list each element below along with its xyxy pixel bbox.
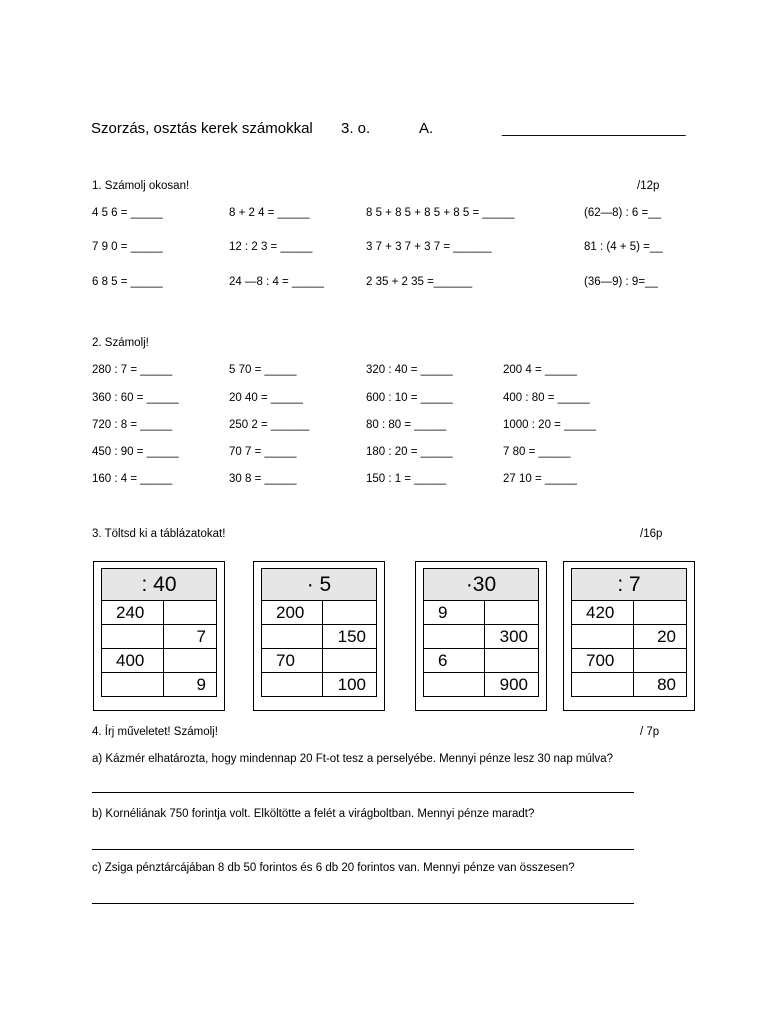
- function-table-grid: [261, 568, 377, 697]
- table-value-cell: 200: [262, 601, 323, 625]
- exercise-2-5-1: 160 : 4 = _____: [92, 473, 173, 485]
- group-label: A.: [419, 120, 434, 137]
- table-blank-cell[interactable]: [262, 625, 323, 649]
- table-value-cell: 7: [163, 625, 216, 649]
- table-value-cell: 150: [323, 625, 377, 649]
- table-blank-cell[interactable]: [102, 673, 164, 697]
- table-blank-cell[interactable]: [424, 625, 485, 649]
- table-blank-cell[interactable]: [633, 601, 686, 625]
- table-value-cell: 6: [424, 649, 485, 673]
- exercise-2-2-4: 400 : 80 = _____: [503, 392, 590, 404]
- table-value-cell: 400: [102, 649, 164, 673]
- exercise-2-1-1: 280 : 7 = _____: [92, 364, 173, 376]
- table-value-cell: 9: [163, 673, 216, 697]
- section2-title: 2. Számolj!: [92, 337, 149, 349]
- exercise-2-4-2: 70 7 = _____: [229, 446, 297, 458]
- worksheet-title: Szorzás, osztás kerek számokkal: [91, 120, 313, 137]
- table-value-cell: 700: [572, 649, 634, 673]
- section1-title: 1. Számolj okosan!: [92, 180, 190, 192]
- table-blank-cell[interactable]: [323, 601, 377, 625]
- table-value-cell: 300: [485, 625, 539, 649]
- table-blank-cell[interactable]: [633, 649, 686, 673]
- exercise-2-3-2: 250 2 = ______: [229, 419, 310, 431]
- table-blank-cell[interactable]: [163, 601, 216, 625]
- exercise-1-2-1: 7 9 0 = _____: [92, 241, 163, 253]
- section4-points: / 7p: [640, 726, 660, 738]
- table-blank-cell[interactable]: [572, 673, 634, 697]
- answer-line-b[interactable]: [92, 849, 634, 850]
- table-blank-cell[interactable]: [572, 625, 634, 649]
- exercise-2-4-1: 450 : 90 = _____: [92, 446, 179, 458]
- section3-points: /16p: [640, 528, 663, 540]
- table-blank-cell[interactable]: [485, 601, 539, 625]
- exercise-2-1-2: 5 70 = _____: [229, 364, 297, 376]
- exercise-1-2-2: 12 : 2 3 = _____: [229, 241, 313, 253]
- section4-title: 4. Írj műveletet! Számolj!: [92, 726, 218, 738]
- function-table-1: [93, 561, 225, 711]
- table-blank-cell[interactable]: [323, 649, 377, 673]
- operation-header: : 7: [572, 569, 687, 601]
- problem-a: a) Kázmér elhatározta, hogy mindennap 20 Ft-ot tesz a perselyébe. Mennyi pénze lesz 30 nap múlva?: [92, 753, 613, 765]
- table-blank-cell[interactable]: [163, 649, 216, 673]
- table-value-cell: 240: [102, 601, 164, 625]
- table-blank-cell[interactable]: [424, 673, 485, 697]
- grade-label: 3. o.: [341, 120, 371, 137]
- section1-points: /12p: [637, 180, 660, 192]
- table-value-cell: 900: [485, 673, 539, 697]
- exercise-2-3-3: 80 : 80 = _____: [366, 419, 447, 431]
- problem-b: b) Kornéliának 750 forintja volt. Elköltötte a felét a virágboltban. Mennyi pénze maradt?: [92, 808, 535, 820]
- problem-c: c) Zsiga pénztárcájában 8 db 50 forintos és 6 db 20 forintos van. Mennyi pénze van összesen?: [92, 862, 575, 874]
- exercise-1-1-2: 8 + 2 4 = _____: [229, 207, 310, 219]
- exercise-2-4-4: 7 80 = _____: [503, 446, 571, 458]
- table-value-cell: 80: [633, 673, 686, 697]
- exercise-1-1-3: 8 5 + 8 5 + 8 5 + 8 5 = _____: [366, 207, 515, 219]
- exercise-2-1-3: 320 : 40 = _____: [366, 364, 453, 376]
- exercise-2-5-4: 27 10 = _____: [503, 473, 577, 485]
- exercise-2-1-4: 200 4 = _____: [503, 364, 577, 376]
- operation-header: · 5: [262, 569, 377, 601]
- exercise-1-2-3: 3 7 + 3 7 + 3 7 = ______: [366, 241, 492, 253]
- exercise-2-5-2: 30 8 = _____: [229, 473, 297, 485]
- function-table-grid: [571, 568, 687, 697]
- table-value-cell: 20: [633, 625, 686, 649]
- table-blank-cell[interactable]: [102, 625, 164, 649]
- function-table-2: [253, 561, 385, 711]
- table-value-cell: 70: [262, 649, 323, 673]
- operation-header: ·30: [424, 569, 539, 601]
- exercise-2-2-1: 360 : 60 = _____: [92, 392, 179, 404]
- exercise-2-5-3: 150 : 1 = _____: [366, 473, 447, 485]
- function-table-grid: [423, 568, 539, 697]
- exercise-1-3-1: 6 8 5 = _____: [92, 276, 163, 288]
- function-table-3: [415, 561, 547, 711]
- section3-title: 3. Töltsd ki a táblázatokat!: [92, 528, 226, 540]
- table-value-cell: 420: [572, 601, 634, 625]
- exercise-1-3-3: 2 35 + 2 35 =______: [366, 276, 473, 288]
- exercise-2-4-3: 180 : 20 = _____: [366, 446, 453, 458]
- table-value-cell: 9: [424, 601, 485, 625]
- exercise-1-3-4: (36—9) : 9=__: [584, 276, 658, 288]
- exercise-2-2-2: 20 40 = _____: [229, 392, 303, 404]
- exercise-1-1-4: (62—8) : 6 =__: [584, 207, 662, 219]
- answer-line-c[interactable]: [92, 903, 634, 904]
- exercise-1-3-2: 24 —8 : 4 = _____: [229, 276, 324, 288]
- operation-header: : 40: [102, 569, 217, 601]
- name-line: ______________________: [502, 120, 686, 137]
- answer-line-a[interactable]: [92, 792, 634, 793]
- exercise-1-2-4: 81 : (4 + 5) =__: [584, 241, 663, 253]
- exercise-2-3-4: 1000 : 20 = _____: [503, 419, 597, 431]
- table-value-cell: 100: [323, 673, 377, 697]
- table-blank-cell[interactable]: [485, 649, 539, 673]
- table-blank-cell[interactable]: [262, 673, 323, 697]
- function-table-4: [563, 561, 695, 711]
- exercise-1-1-1: 4 5 6 = _____: [92, 207, 163, 219]
- function-table-grid: [101, 568, 217, 697]
- exercise-2-3-1: 720 : 8 = _____: [92, 419, 173, 431]
- exercise-2-2-3: 600 : 10 = _____: [366, 392, 453, 404]
